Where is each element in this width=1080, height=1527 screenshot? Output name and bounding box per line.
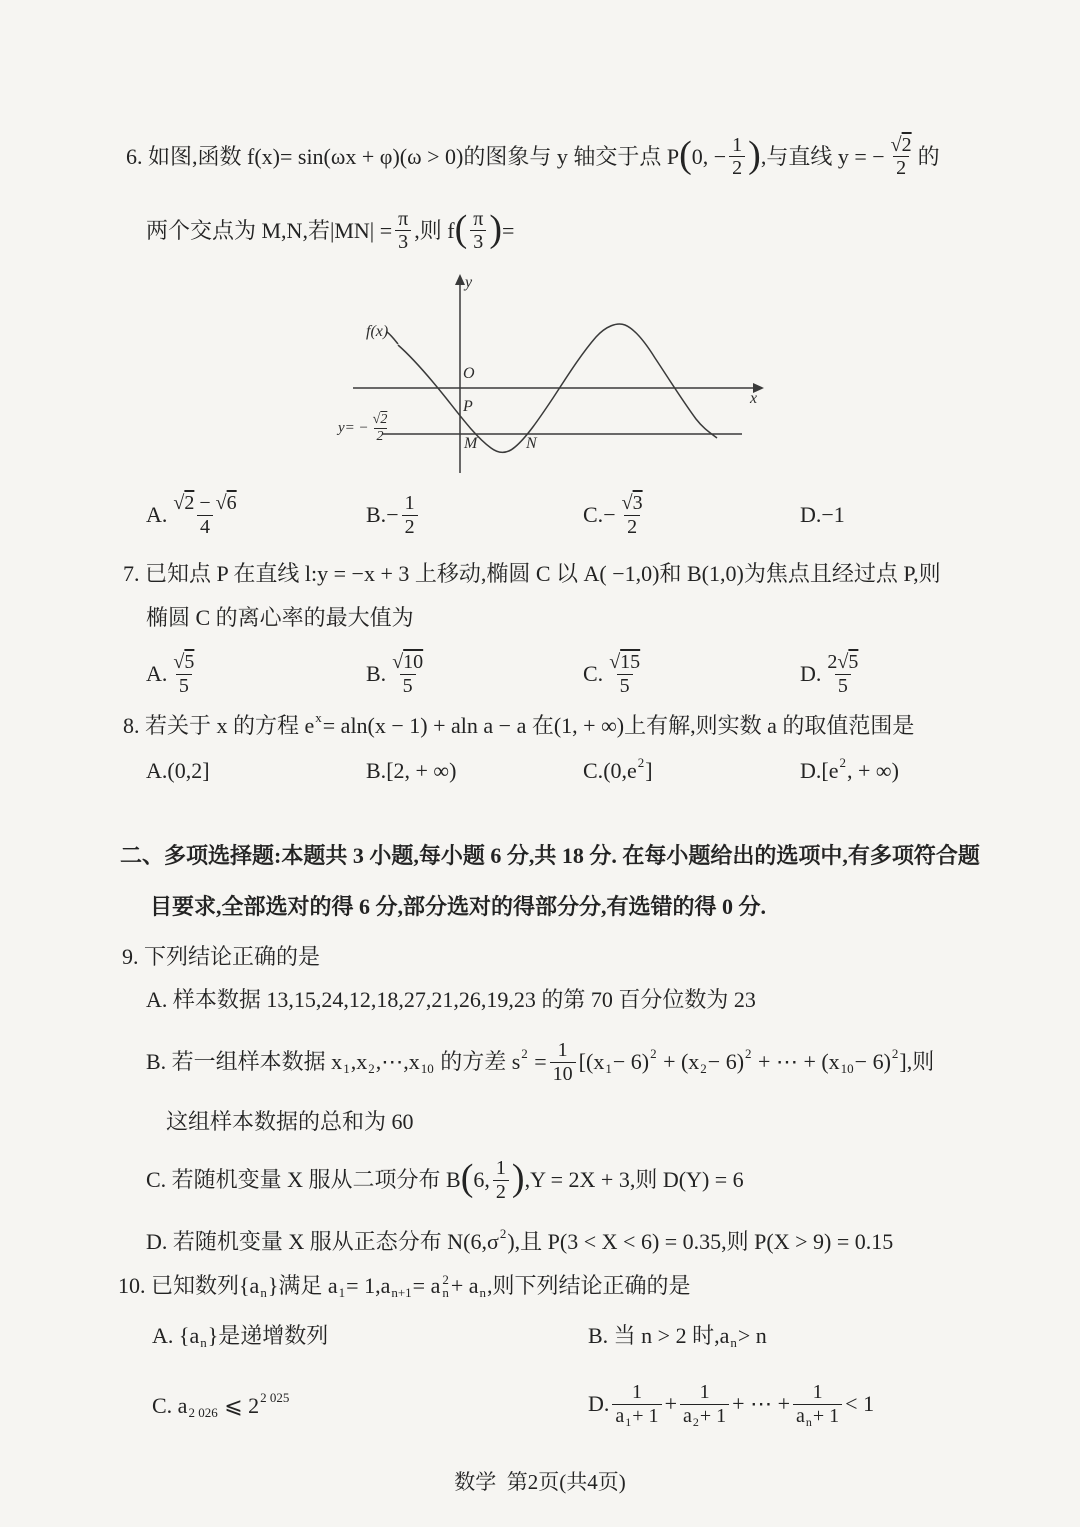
subscript: n: [200, 1334, 207, 1350]
option-label: D.: [800, 501, 822, 527]
fraction-numerator: [619, 492, 646, 514]
fraction-numerator: π: [398, 208, 409, 230]
radical-sign: √: [372, 412, 381, 427]
paren-close: ): [489, 207, 502, 250]
option-text: A. {a: [152, 1323, 200, 1348]
fraction: [170, 651, 197, 697]
page-footer: [0, 1466, 1080, 1496]
fraction-denominator: 2: [893, 156, 909, 179]
question-8-option-b: [366, 757, 456, 786]
radical-sign: √: [173, 492, 185, 515]
line-label-text: y= −: [338, 419, 369, 436]
question-6-option-a: [146, 486, 243, 544]
option-value: , + ∞): [846, 758, 899, 783]
fraction-pi-over-3: [470, 208, 486, 254]
fraction-sqrt2-over-2: [370, 412, 391, 444]
plus-sign: +: [664, 1390, 677, 1416]
ellipsis-plus: + ⋯ +: [732, 1390, 790, 1416]
term: + 1: [632, 1404, 659, 1427]
option-text: 6,: [473, 1166, 490, 1192]
inequality: < 1: [845, 1390, 875, 1416]
fraction-denominator: 2: [402, 515, 418, 538]
option-text: B. 当 n > 2 时,a: [588, 1323, 730, 1348]
option-text: C. 若随机变量 X 服从二项分布 B: [146, 1166, 461, 1192]
label-connector: [387, 332, 398, 344]
exponent: 2: [891, 1045, 899, 1061]
fraction-denominator: 2: [374, 428, 387, 445]
radical-sign: √: [609, 651, 621, 674]
option-label: C.: [583, 501, 604, 527]
term: + 1: [812, 1404, 840, 1427]
fraction: [606, 651, 643, 697]
radical-sign: √: [215, 492, 227, 515]
question-10-text: ,则下列结论正确的是: [487, 1273, 691, 1298]
option-text: B. 若一组样本数据 x: [146, 1048, 343, 1074]
option-text: > n: [737, 1323, 767, 1348]
subscript: 1: [605, 1060, 612, 1076]
radicand: 5: [184, 651, 195, 674]
term: a: [795, 1404, 805, 1427]
option-label: C.: [583, 758, 604, 783]
coefficient: 2: [827, 651, 838, 674]
option-text: C. a: [152, 1393, 188, 1418]
exponent: x: [315, 709, 322, 725]
option-text: D. 若随机变量 X 服从正态分布 N(6,σ: [146, 1229, 499, 1254]
radical-sign: √: [890, 134, 902, 156]
question-8-option-a: [146, 757, 210, 786]
option-text: }是递增数列: [207, 1323, 329, 1348]
option-text: 这组样本数据的总和为 60: [166, 1109, 414, 1134]
fraction-denominator: 5: [400, 674, 416, 697]
exponent: 2: [650, 1045, 657, 1061]
exponent: 2: [637, 754, 645, 770]
exponent: 2: [442, 1271, 449, 1287]
radicand: 3: [632, 492, 643, 515]
subscript: 10: [420, 1060, 434, 1076]
fraction: [824, 651, 861, 697]
fraction: [612, 1381, 661, 1427]
fraction-denominator: 5: [835, 674, 851, 697]
option-label: D.: [800, 758, 822, 783]
question-9-text: 下列结论正确的是: [144, 944, 321, 969]
exponent: 2: [499, 1225, 507, 1241]
fraction-sqrt2-over-2: [888, 134, 915, 180]
option-label: A.: [146, 501, 168, 527]
radical-sign: √: [621, 492, 633, 515]
radical-sign: √: [837, 651, 849, 674]
question-10-text: = a: [412, 1273, 441, 1298]
point-p-coords: 0, −: [691, 143, 727, 169]
question-7-number: 7.: [123, 561, 145, 586]
fraction-numerator: [389, 651, 426, 673]
subscript: 1: [625, 1414, 632, 1429]
fraction-denominator: 2: [624, 515, 640, 538]
question-9-option-a: [146, 986, 756, 1015]
question-10-option-b: [588, 1322, 767, 1351]
question-7-line-1: [123, 560, 941, 589]
option-label: C.: [583, 660, 604, 686]
point-n-label: N: [526, 435, 537, 452]
equals-sign: =: [501, 217, 515, 243]
origin-label: O: [463, 365, 475, 382]
fraction-numerator: 1: [699, 1381, 710, 1404]
term: a: [615, 1404, 625, 1427]
question-8-text: = aln(x − 1) + aln a − a 在(1, + ∞)上有解,则实数 a 的取值范围是: [322, 713, 915, 738]
paren-close: ): [511, 1157, 525, 1199]
exponent: 2: [745, 1045, 752, 1061]
question-8-line-1: [123, 709, 915, 741]
option-text: − 6): [854, 1048, 891, 1074]
fraction-denominator: 3: [470, 230, 486, 253]
paren-open: (: [679, 133, 692, 176]
exponent: 2: [521, 1045, 528, 1061]
question-9-title: [122, 943, 320, 972]
minus-sign: −: [386, 501, 399, 527]
fraction-denominator: [680, 1404, 729, 1427]
fraction: [619, 492, 646, 538]
option-value: ]: [645, 758, 653, 783]
section-2-header-line-2: [150, 893, 766, 922]
subscript: 1: [338, 1284, 346, 1300]
option-text: ],则: [899, 1048, 935, 1074]
option-value: (0,2]: [167, 758, 210, 783]
fraction: [170, 492, 239, 538]
fraction-one-half: [729, 134, 745, 180]
minus-sign: −: [603, 501, 616, 527]
fraction: [793, 1381, 842, 1427]
option-text: ⩽ 2: [218, 1393, 260, 1418]
option-text: + (x: [657, 1048, 700, 1074]
option-text: ),且 P(3 < X < 6) = 0.35,则 P(X > 9) = 0.15: [507, 1229, 894, 1254]
fraction-numerator: 1: [631, 1381, 642, 1404]
paren-open: (: [460, 1157, 474, 1199]
fraction-numerator: 1: [557, 1039, 568, 1062]
radical-sign: √: [392, 651, 404, 674]
subscript: n: [805, 1414, 812, 1429]
option-text: ,⋯,x: [375, 1048, 420, 1074]
subscript: n: [442, 1285, 449, 1301]
question-10-text: + a: [450, 1273, 479, 1298]
option-label: D.: [588, 1390, 610, 1416]
fraction: [493, 1157, 509, 1203]
radicand: 2: [901, 134, 912, 156]
fraction-numerator: [370, 412, 391, 428]
question-10-option-a: [152, 1322, 328, 1351]
fraction-denominator: 3: [395, 230, 411, 253]
point-p-label: P: [463, 398, 473, 415]
subscript: 2 026: [188, 1404, 218, 1420]
subscript: 10: [840, 1060, 854, 1076]
fraction-numerator: [824, 651, 861, 673]
option-text: + ⋯ + (x: [752, 1048, 840, 1074]
function-graph-figure: [330, 270, 770, 477]
subscript: n: [730, 1334, 737, 1350]
sup-sub-stack: [442, 1273, 449, 1300]
question-6-line-1: [126, 134, 940, 180]
fraction-numerator: 1: [404, 492, 415, 515]
option-label: B.: [366, 660, 387, 686]
section-2-header-line-1: [120, 842, 980, 871]
question-10-text: }满足 a: [267, 1273, 338, 1298]
fraction: [389, 651, 426, 697]
option-text: − 6): [707, 1048, 745, 1074]
option-label: B.: [366, 501, 387, 527]
question-6-number: 6.: [126, 143, 148, 169]
question-6-text: ,与直线 y = −: [760, 143, 885, 169]
fraction-numerator: 1: [732, 134, 743, 156]
option-value: (0,e: [603, 758, 637, 783]
option-text: ,x: [350, 1048, 368, 1074]
radicand: 2: [184, 492, 195, 515]
option-text: − 6): [612, 1048, 650, 1074]
option-text: =: [528, 1048, 547, 1074]
question-10-number: 10.: [118, 1273, 151, 1298]
question-9-option-d: [146, 1225, 894, 1257]
x-axis-label: x: [750, 390, 758, 407]
question-10-title: [118, 1272, 691, 1301]
fraction-numerator: [606, 651, 643, 673]
fraction-numerator: [170, 651, 197, 673]
radical-sign: √: [173, 651, 185, 674]
minus-sign: −: [194, 492, 216, 515]
subscript: 1: [343, 1060, 350, 1076]
radicand: 15: [620, 651, 641, 674]
fraction-denominator: 5: [617, 674, 633, 697]
option-text: [(x: [578, 1048, 605, 1074]
question-10-option-d: [588, 1372, 874, 1436]
question-8-option-c: [583, 754, 653, 786]
fx-curve-label: f(x): [366, 323, 389, 340]
subscript: n+1: [391, 1284, 412, 1300]
fraction-numerator: π: [473, 208, 484, 230]
fraction-denominator: 2: [493, 1180, 509, 1203]
fraction-denominator: 5: [176, 674, 192, 697]
term: + 1: [699, 1404, 727, 1427]
question-10-option-c: [152, 1389, 290, 1421]
option-label: D.: [800, 660, 822, 686]
option-label: A.: [146, 660, 168, 686]
option-value: −1: [821, 501, 845, 527]
fraction-numerator: [888, 134, 915, 156]
question-7-option-a: [146, 645, 200, 703]
question-6-text: 如图,函数 f(x)= sin(ωx + φ)(ω > 0)的图象与 y 轴交于点 P: [148, 143, 680, 169]
fraction-denominator: 4: [197, 515, 213, 538]
question-6-line-2: [146, 208, 514, 254]
question-6-text: 的: [917, 143, 940, 169]
question-6-option-d: [800, 486, 845, 544]
question-9-number: 9.: [122, 944, 144, 969]
option-text: A. 样本数据 13,15,24,12,18,27,21,26,19,23 的第 70 百分位数为 23: [146, 987, 756, 1012]
fraction: [680, 1381, 729, 1427]
option-value: [2, + ∞): [386, 758, 457, 783]
subscript: n: [479, 1284, 487, 1300]
fraction-denominator: [793, 1404, 842, 1427]
y-axis-arrow: [455, 274, 465, 285]
radicand: 10: [403, 651, 424, 674]
question-7-option-d: [800, 645, 864, 703]
fraction-denominator: 10: [550, 1062, 576, 1085]
option-label: B.: [366, 758, 387, 783]
question-9-option-b: [146, 1032, 934, 1092]
fraction-numerator: 1: [812, 1381, 823, 1404]
question-6-option-c: [583, 486, 649, 544]
question-6-option-b: [366, 486, 421, 544]
fraction: [550, 1039, 576, 1085]
fraction-denominator: [612, 1404, 661, 1427]
subscript: 2: [368, 1060, 375, 1076]
radicand: 2: [380, 412, 388, 427]
option-text: ,Y = 2X + 3,则 D(Y) = 6: [524, 1166, 744, 1192]
point-m-label: M: [464, 435, 478, 452]
section-2-text: 目要求,全部选对的得 6 分,部分选对的得部分分,有选错的得 0 分.: [150, 894, 767, 919]
question-8-option-d: [800, 754, 899, 786]
question-10-text: = 1,a: [346, 1273, 391, 1298]
fraction-denominator: 2: [729, 156, 745, 179]
question-6-text: ,则 f: [414, 217, 455, 243]
subscript: 2: [700, 1060, 707, 1076]
option-text: 的方差 s: [434, 1048, 521, 1074]
question-7-option-c: [583, 645, 646, 703]
fraction: [402, 492, 418, 538]
section-2-text: 二、多项选择题:本题共 3 小题,每小题 6 分,共 18 分. 在每小题给出的选项中,有多项符合题: [120, 843, 980, 868]
option-value: [e: [821, 758, 839, 783]
question-7-text: 椭圆 C 的离心率的最大值为: [146, 605, 414, 630]
question-7-text: 已知点 P 在直线 l:y = −x + 3 上移动,椭圆 C 以 A( −1,0)和 B(1,0)为焦点且经过点 P,则: [145, 561, 941, 586]
fraction-numerator: [170, 492, 239, 514]
question-10-text: 已知数列{a: [151, 1273, 260, 1298]
function-graph: [330, 270, 770, 477]
line-equation-label: [338, 412, 391, 444]
question-7-line-2: [146, 604, 414, 633]
radicand: 5: [848, 651, 859, 674]
subscript: 2: [692, 1414, 699, 1429]
y-axis-label: y: [465, 274, 473, 291]
question-9-option-b-line-2: [166, 1108, 414, 1137]
term: a: [682, 1404, 692, 1427]
exponent: 2: [839, 754, 846, 770]
footer-text: 数学 第2页(共4页): [454, 1470, 626, 1494]
question-8-text: 若关于 x 的方程 e: [145, 713, 315, 738]
radicand: 6: [226, 492, 237, 515]
fraction-pi-over-3: [395, 208, 411, 254]
question-8-number: 8.: [123, 713, 145, 738]
paren-open: (: [454, 207, 468, 250]
fraction-numerator: 1: [495, 1157, 506, 1180]
question-7-option-b: [366, 645, 429, 703]
option-label: A.: [146, 758, 168, 783]
paren-close: ): [748, 133, 761, 176]
question-9-option-c: [146, 1150, 744, 1210]
exponent: 2 025: [260, 1389, 290, 1405]
subscript: n: [260, 1284, 267, 1300]
question-6-text: 两个交点为 M,N,若|MN| =: [146, 217, 393, 243]
